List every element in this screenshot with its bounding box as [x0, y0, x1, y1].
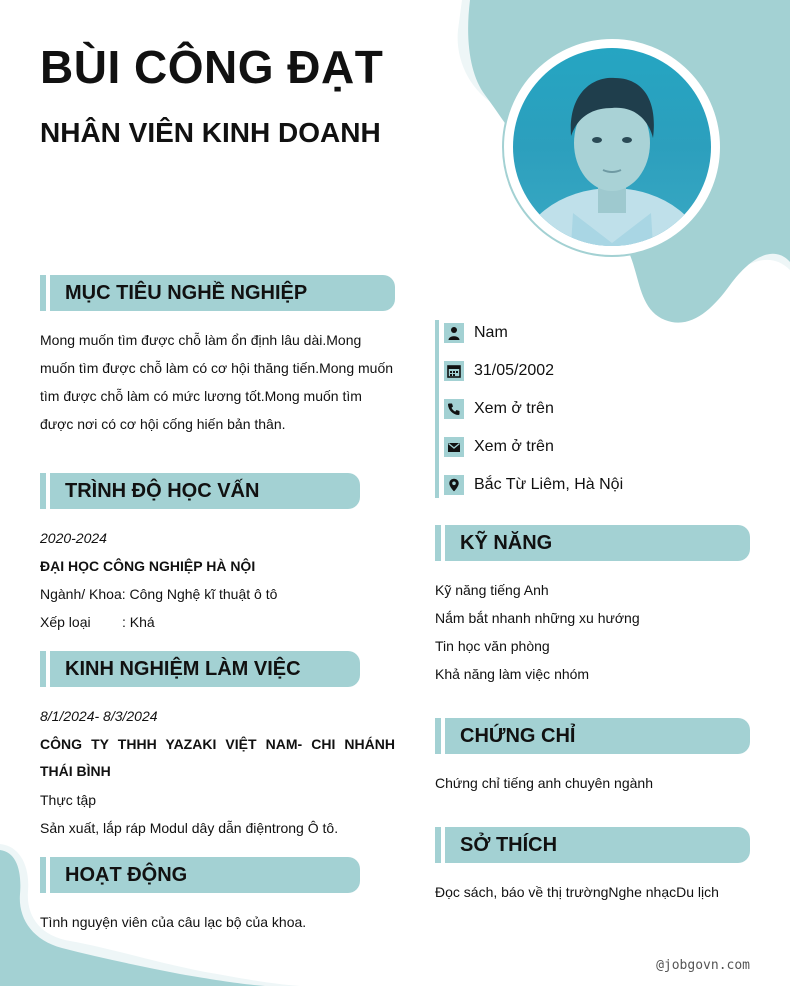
experience-description: Sản xuất, lắp ráp Modul dây dẫn điệntrong Ô tô.: [40, 820, 339, 836]
objective-line: muốn tìm được chỗ làm có cơ hội thăng tiến.Mong muốn: [40, 360, 394, 376]
email-icon: [444, 437, 464, 457]
skills-title: KỸ NĂNG: [460, 532, 553, 554]
certificate-item: Chứng chỉ tiếng anh chuyên ngành: [435, 775, 653, 791]
person-icon: [444, 323, 464, 343]
contact-birthdate-value: 31/05/2002: [474, 362, 555, 379]
contact-email: [444, 437, 554, 457]
candidate-name: BÙI CÔNG ĐẠT: [40, 41, 384, 93]
contact-birthdate: [444, 361, 554, 381]
hobbies-header: [435, 827, 750, 863]
education-rank-value: : Khá: [122, 614, 155, 630]
education-major: Ngành/ Khoa: Công Nghệ kĩ thuật ô tô: [40, 586, 278, 602]
contact-gender: [444, 323, 508, 343]
profile-photo-frame: [502, 37, 722, 257]
contact-phone-value: Xem ở trên: [474, 400, 554, 417]
certificates-title: CHỨNG CHỈ: [460, 725, 576, 747]
education-title: TRÌNH ĐỘ HỌC VẤN: [65, 480, 260, 502]
skills-header: [435, 525, 750, 561]
contact-accent-bar: [435, 320, 439, 498]
experience-header: [40, 651, 360, 687]
objective-title: MỤC TIÊU NGHỀ NGHIỆP: [65, 282, 308, 304]
phone-icon: [444, 399, 464, 419]
objective-line: tìm được chỗ làm có mức lương tốt.Mong muốn tìm: [40, 388, 362, 404]
skill-item: Kỹ năng tiếng Anh: [435, 582, 549, 598]
education-school: ĐẠI HỌC CÔNG NGHIỆP HÀ NỘI: [40, 558, 256, 574]
calendar-icon: [444, 361, 464, 381]
experience-period: 8/1/2024- 8/3/2024: [40, 708, 158, 724]
contact-gender-value: Nam: [474, 324, 508, 341]
objective-header: [40, 275, 395, 311]
experience-position: Thực tập: [40, 792, 97, 808]
skill-item: Khả năng làm việc nhóm: [435, 666, 590, 682]
job-title: NHÂN VIÊN KINH DOANH: [40, 117, 381, 148]
contact-phone: [444, 399, 554, 419]
certificates-header: [435, 718, 750, 754]
education-rank-label: Xếp loại: [40, 614, 91, 630]
experience-company: [40, 736, 395, 779]
activities-header: [40, 857, 360, 893]
experience-company-line: CÔNG TY THHH YAZAKI VIỆT NAM- CHI NHÁNH: [40, 736, 395, 752]
education-period: 2020-2024: [40, 530, 107, 546]
objective-line: Mong muốn tìm được chỗ làm ổn định lâu dài.Mong: [40, 332, 362, 348]
objective-text: [40, 326, 400, 438]
contact-address-value: Bắc Từ Liêm, Hà Nội: [474, 476, 624, 493]
hobbies-text: Đọc sách, báo về thị trườngNghe nhạcDu lịch: [435, 884, 719, 900]
portrait-image: [513, 48, 711, 246]
experience-company-line: THÁI BÌNH: [40, 763, 111, 779]
objective-line: được nơi có cơ hội cống hiến bản thân.: [40, 416, 286, 432]
profile-photo: [513, 48, 711, 246]
skill-item: Tin học văn phòng: [435, 638, 550, 654]
contact-address: [444, 475, 623, 495]
watermark: @jobgovn.com: [656, 958, 750, 973]
location-icon: [444, 475, 464, 495]
activities-text: Tình nguyện viên của câu lạc bộ của khoa.: [40, 914, 307, 930]
experience-title: KINH NGHIỆM LÀM VIỆC: [65, 658, 301, 680]
hobbies-title: SỞ THÍCH: [460, 834, 558, 856]
contact-email-value: Xem ở trên: [474, 438, 554, 455]
education-header: [40, 473, 360, 509]
activities-title: HOẠT ĐỘNG: [65, 864, 188, 886]
skill-item: Nắm bắt nhanh những xu hướng: [435, 610, 640, 626]
